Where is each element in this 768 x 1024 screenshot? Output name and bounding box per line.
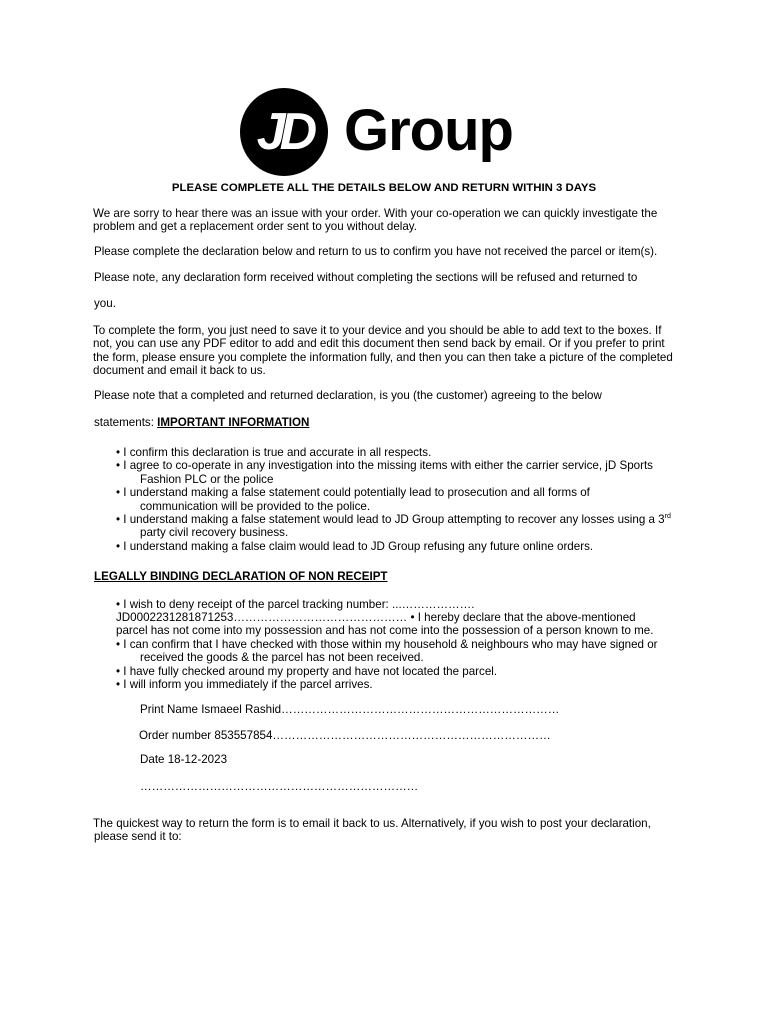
legal-declaration-heading: LEGALLY BINDING DECLARATION OF NON RECEIPT [94,570,388,583]
list-item: • I can confirm that I have checked with those within my household & neighbours who may have signed or [116,637,658,651]
jd-group-logo [240,88,530,178]
list-item: • I agree to co-operate in any investigation into the missing items with either the carrier service, jD Sports [116,459,653,473]
list-item-continuation: parcel has not come into my possession and has not come into the possession of a person known to me. [116,624,654,638]
ordinal-superscript: rd [664,513,671,521]
print-name-field[interactable]: Print Name Ismaeel Rashid……………………………………………………………… [140,703,560,716]
important-list [116,446,671,553]
complete-form-line: not, you can use any PDF editor to add and edit this document then send back by email. Or if you prefer to print [93,337,665,351]
declaration-paragraph: Please complete the declaration below and return to us to confirm you have not received the parcel or item(s). [94,245,658,258]
list-item-text: • I understand making a false statement would lead to JD Group attempting to recover any losses using a 3 [116,513,665,527]
list-item: • I wish to deny receipt of the parcel tracking number: ...………………. [116,598,475,611]
list-item: • I will inform you immediately if the parcel arrives. [116,678,373,692]
logo-wordmark: Group [344,98,513,163]
complete-form-line: To complete the form, you just need to save it to your device and you should be able to add text to the boxes. If [93,324,662,337]
jd-logo-circle [240,88,328,176]
order-number-field[interactable]: Order number 853557854……………………………………………………………… [139,729,551,742]
intro-line: problem and get a replacement order sent to you without delay. [93,220,417,234]
list-item: • I understand making a false claim would lead to JD Group refusing any future online orders. [116,539,594,553]
legal-list [116,611,658,691]
list-item-continuation: communication will be provided to the police. [140,499,371,513]
statements-prefix: statements: [94,416,158,429]
signature-field[interactable]: ……………………………………………………………… [140,780,419,793]
refused-paragraph-end: you. [94,297,116,310]
list-item: • I understand making a false statement could potentially lead to prosecution and all forms of [116,486,590,500]
closing-line: please send it to: [94,830,182,844]
closing-paragraph [93,817,651,844]
important-information-heading: IMPORTANT INFORMATION [157,416,310,429]
agreeing-paragraph: Please note that a completed and returned declaration, is you (the customer) agreeing to the below [94,389,602,402]
date-field[interactable]: Date 18-12-2023 [140,753,228,766]
statements-line [94,416,309,429]
list-item [116,513,671,526]
list-item-continuation: received the goods & the parcel has not been received. [140,651,424,665]
refused-paragraph: Please note, any declaration form received without completing the sections will be refused and returned to [94,271,638,284]
closing-line: The quickest way to return the form is to email it back to us. Alternatively, if you wish to post your declaration, [93,817,651,830]
intro-paragraph [93,207,657,234]
list-item-continuation: party civil recovery business. [140,526,289,540]
page-heading: PLEASE COMPLETE ALL THE DETAILS BELOW AND RETURN WITHIN 3 DAYS [171,182,597,194]
intro-line: We are sorry to hear there was an issue with your order. With your co-operation we can quickly investigate the [93,207,658,220]
list-item-continuation: JD0002231281871253……………………………………… • I hereby declare that the above-mentioned [116,611,636,624]
list-item: • I have fully checked around my property and have not located the parcel. [116,664,498,678]
list-item-continuation: Fashion PLC or the police [140,472,274,486]
complete-form-line: document and email it back to us. [93,364,266,378]
complete-form-paragraph [93,324,673,378]
jd-logo-mark: JD [256,103,312,161]
list-item: • I confirm this declaration is true and accurate in all respects. [116,446,432,459]
complete-form-line: the form, please ensure you complete the information fully, and then you can then take a picture of the completed [93,350,673,364]
